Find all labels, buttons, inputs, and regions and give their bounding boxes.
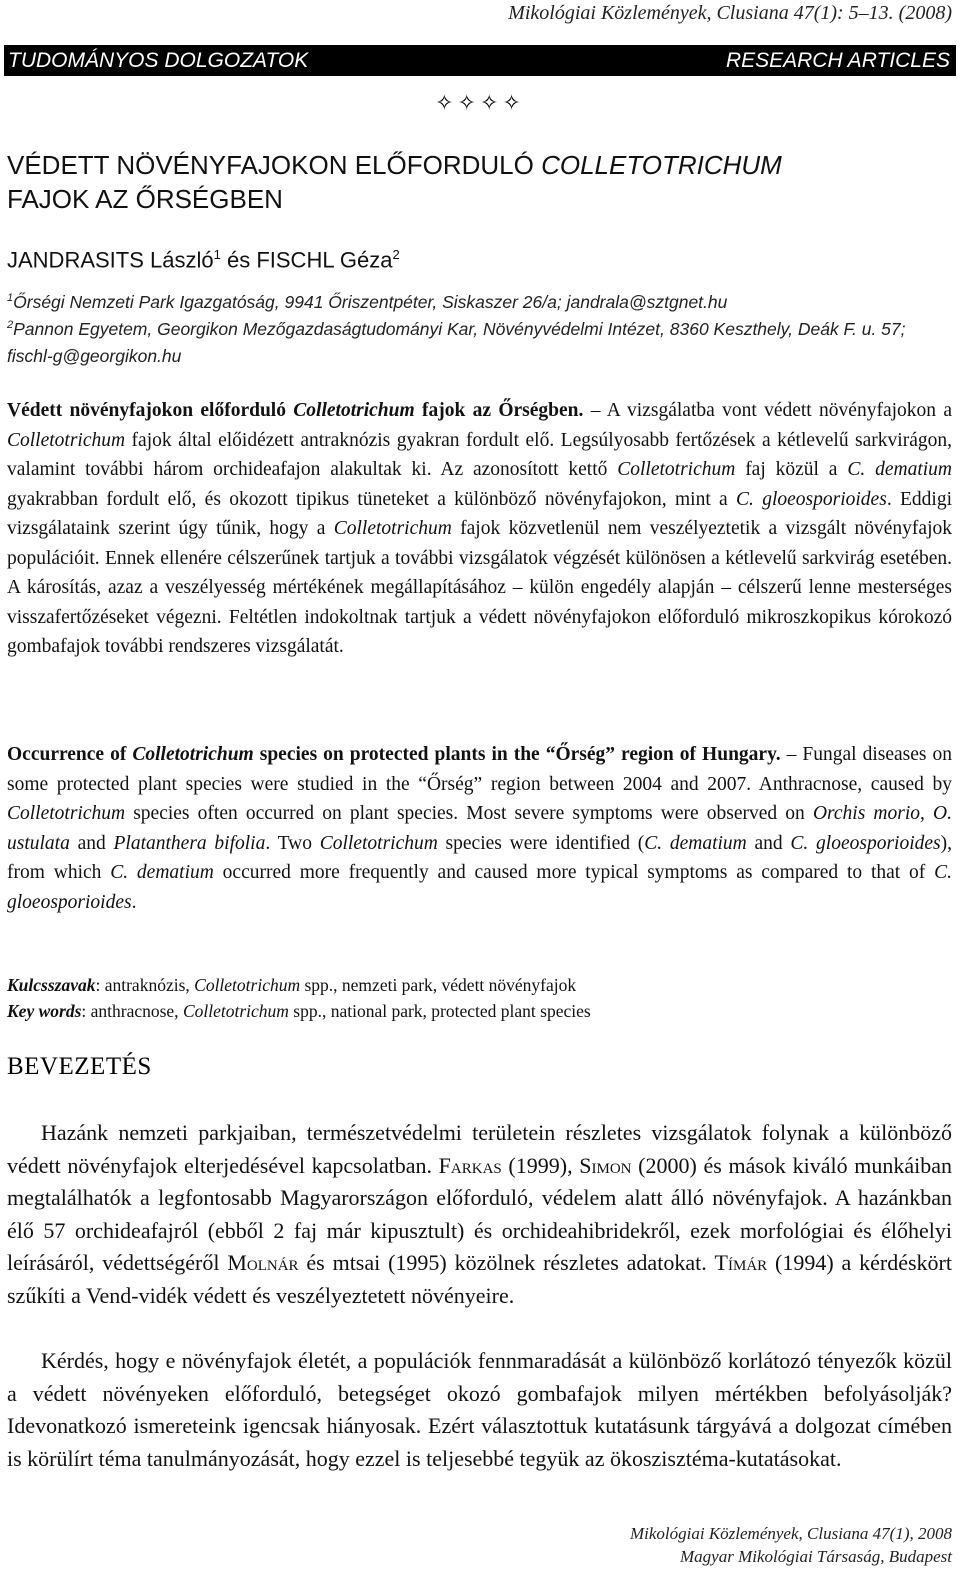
abstract-hu-title [7,400,583,421]
intro-author-name: Molnár [227,1250,299,1275]
author-2: FISCHL Géza [256,247,393,273]
abstract-en-text: species often occurred on plant species. Most severe symptoms were observed on [125,803,813,824]
abstract-en-title-c: species on protected plants in the “Őrség” region of Hungary. [253,744,781,765]
abstract-hu-italic: C. gloeosporioides [736,488,887,510]
intro-p1-text: (1994) a kérdéskört szűkíti a Vend-vidék védett és veszélyeztetett növényeire. [7,1250,952,1308]
abstract-hu-italic: Colletotrichum [7,429,126,451]
keywords-hungarian [7,972,952,998]
title-line2: FAJOK AZ ŐRSÉGBEN [7,184,283,214]
abstract-en-italic: O. ustulata [7,803,953,854]
abstract-en-text: and [69,832,114,854]
intro-p1-text: Hazánk nemzeti parkjaiban, természetvédelmi területein részletes vizsgálatok folynak a különböző védett növényfajok elterjedésével kapcsolatban. [7,1120,952,1178]
section-banner [4,45,956,76]
intro-author-name: Tímár [714,1250,768,1275]
affiliation-1-mark: 1 [7,292,14,304]
abstract-hu-title-c: fajok az Őrségben. [414,400,584,421]
title-genus: COLLETOTRICHUM [541,150,782,180]
keywords-hu-text: spp., nemzeti park, védett növényfajok [300,975,577,995]
section-label-hu: TUDOMÁNYOS DOLGOZATOK [8,49,309,72]
abstract-en-title-a: Occurrence of [7,744,133,765]
abstract-hu-title-a: Védett növényfajokon előforduló [7,400,294,421]
intro-paragraph-2: Kérdés, hogy e növényfajok életét, a populációk fennmaradását a különböző korlátozó tényezők közül a védett növényeken előforduló, betegséget okozó gombafajok milyen mértékben befolyásolják? Idevonatkozó ismereteink igencsak hiányosak. Ezért választottuk kutatásunk tárgyává a dolgozat címében is körülírt téma tanulmányozását, hogy ezzel is teljesebbé tegyük az ökoszisztéma-kutatásokat. [7,1348,952,1471]
keywords-hu-text: : antraknózis, [95,975,195,995]
article-title [7,148,947,216]
intro-p1-text: (2000) és mások kiváló munkáiban megtalálhatók a legfontosabb Magyarországon előforduló, védelem alatt álló növényfajok. A hazánkban élő 57 orchideafajról (ebből 2 faj már kipusztult) és orchideahibridekről, ezek morfológiai és élőhelyi leírásáról, védettségéről [7,1152,952,1275]
abstract-en-text: species were identified ( [437,832,645,854]
footer-publisher: Magyar Mikológiai Társaság, Budapest [680,1547,952,1566]
intro-paragraph-1 [7,1117,952,1312]
section-heading-introduction: BEVEZETÉS [7,1053,152,1080]
author-2-affil-mark: 2 [392,247,400,262]
abstract-hu-italic: C. dematium [847,459,952,480]
abstract-en-text: occurred more frequently and caused more typical symptoms as compared to that of [213,862,935,883]
abstract-hu-italic: Colletotrichum [617,459,736,480]
abstract-hu-text: . Eddigi vizsgálataink szerint úgy tűnik, hogy a [7,488,952,539]
ornament-stars: ✧✧✧✧ [435,90,525,115]
abstract-hu-text: gyakrabban fordult elő, és okozott tipikus tüneteket a különböző növényfajokon, mint a [7,488,737,510]
abstract-hu-title-genus: Colletotrichum [293,400,415,421]
abstract-hungarian [7,396,952,662]
abstract-en-title [7,744,781,765]
keywords-en-text: spp., national park, protected plant species [288,1001,591,1021]
abstract-hu-text: fajok által előidézett antraknózis gyakran fordult elő. Legsúlyosabb fertőzések a kétlevelű sarkvirágon, valamint további három orchideafajon alakultak ki. Az azonosított kettő [7,429,952,480]
keywords-en-italic: Colletotrichum [182,1001,289,1021]
title-line1: VÉDETT NÖVÉNYFAJOKON ELŐFORDULÓ [7,150,542,180]
footer-journal: Mikológiai Közlemények, Clusiana 47(1), 2008 [629,1524,952,1543]
abstract-en-text: , [920,803,934,824]
abstract-en-italic: C. gloeosporioides [7,862,952,913]
abstract-en-italic: Colletotrichum [7,803,126,824]
keywords-hu-italic: Colletotrichum [194,975,301,995]
intro-author-name: Simon [579,1152,632,1178]
author-list [7,240,400,275]
intro-p1-text: és mtsai (1995) közölnek részletes adatokat. [298,1250,715,1275]
abstract-en-italic: Colletotrichum [319,832,438,854]
author-separator: és [220,247,257,273]
intro-author-name: Farkas [438,1152,502,1178]
abstract-en-text: . [131,891,137,913]
author-1: JANDRASITS László [7,247,214,273]
keywords-english [7,998,952,1024]
abstract-en-italic: Platanthera bifolia [113,832,266,854]
affiliation-1-text: Őrségi Nemzeti Park Igazgatóság, 9941 Őriszentpéter, Siskaszer 26/a; jandrala@sztgnet.hu [13,291,728,312]
abstract-hu-text: faj közül a [735,459,848,480]
affiliation-2-text: Pannon Egyetem, Georgikon Mezőgazdaságtudományi Kar, Növényvédelmi Intézet, 8360 Keszthely, Deák F. u. 57; fischl-g@georgikon.hu [7,318,906,366]
keywords-en-label: Key words [7,1001,82,1021]
abstract-hu-text: fajok közvetlenül nem veszélyeztetik a vizsgált növényfajok populációit. Ennek ellenére célszerűnek tartjuk a további vizsgálatok végzését különösen a kétlevelű sarkvirág esetében. A károsítás, azaz a veszélyesség mértékének megállapításához – külön engedély alapján – célszerű lenne mesterséges visszafertőzéseket végezni. Feltétlen indokoltnak tartjuk a védett növényfajokon előforduló mikroszkopikus kórokozó gombafajok további rendszeres vizsgálatát. [7,518,953,657]
abstract-en-italic: C. gloeosporioides [790,832,941,854]
abstract-en-text: ), from which [7,832,953,883]
journal-citation: Mikológiai Közlemények, Clusiana 47(1): 5–13. (2008) [508,2,952,24]
abstract-hu-italic: Colletotrichum [333,518,452,539]
keywords-hu-label: Kulcsszavak [7,975,96,995]
section-label-en: RESEARCH ARTICLES [725,49,950,72]
abstract-en-text: . Two [265,832,320,854]
abstract-en-title-genus: Colletotrichum [132,744,254,765]
keywords-en-text: : anthracnose, [81,1001,183,1021]
abstract-en-italic: C. dematium [110,862,214,883]
abstract-en-italic: Orchis morio [812,803,921,824]
author-1-affil-mark: 1 [213,247,221,262]
intro-p1-text: (1999), [501,1152,580,1178]
abstract-en-text: and [746,832,791,854]
abstract-english [7,740,952,917]
abstract-en-text: – Fungal diseases on some protected plant species were studied in the “Őrség” region between 2004 and 2007. Anthracnose, caused by [7,744,952,795]
abstract-en-italic: C. dematium [644,832,747,854]
affiliation-2-mark: 2 [7,319,14,331]
affiliation-2 [7,312,952,370]
abstract-hu-text: – A vizsgálatba vont védett növényfajokon a [583,400,952,421]
